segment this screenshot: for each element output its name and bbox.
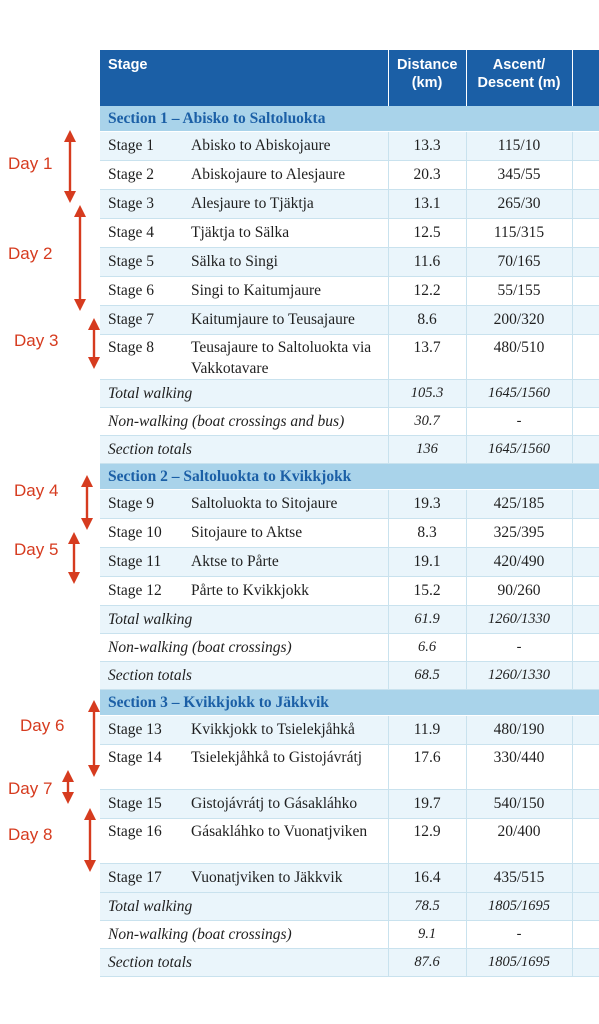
stage-route: Singi to Kaitumjaure [183, 277, 388, 306]
stage-ascent-descent: 265/30 [466, 190, 572, 219]
header-ascent-label: Ascent/ Descent (m) [477, 57, 561, 91]
stage-number: Stage 13 [100, 716, 183, 745]
stage-distance: 11.9 [388, 716, 466, 745]
stage-distance: 11.6 [388, 248, 466, 277]
stage-number: Stage 17 [100, 864, 183, 893]
stage-ascent-descent: 480/190 [466, 716, 572, 745]
stage-number: Stage 6 [100, 277, 183, 306]
stage-distance: 13.7 [388, 335, 466, 380]
summary-label: Non-walking (boat crossings) [100, 921, 388, 949]
stage-distance: 16.4 [388, 864, 466, 893]
stage-ascent-descent: 115/10 [466, 132, 572, 161]
stage-distance: 19.1 [388, 548, 466, 577]
day-label: Day 1 [8, 154, 53, 173]
stage-distance: 12.9 [388, 819, 466, 864]
stage-route: Tsielekjåhkå to Gistojávrátj [183, 745, 388, 790]
summary-ascent-descent: - [466, 408, 572, 436]
section-title: Section 2 – Saltoluokta to Kvikkjokk [100, 464, 599, 490]
stage-route: Teusajaure to Saltoluokta via Vakkotavare [183, 335, 388, 380]
summary-ascent-descent: - [466, 921, 572, 949]
day-label: Day 5 [14, 540, 59, 559]
summary-distance: 87.6 [388, 949, 466, 977]
stage-number: Stage 8 [100, 335, 183, 380]
stage-route: Saltoluokta to Sitojaure [183, 490, 388, 519]
stage-ascent-descent: 435/515 [466, 864, 572, 893]
stage-distance: 8.3 [388, 519, 466, 548]
stage-route: Kvikkjokk to Tsielekjåhkå [183, 716, 388, 745]
day-label: Day 8 [8, 825, 53, 844]
stage-distance: 8.6 [388, 306, 466, 335]
summary-label: Total walking [100, 606, 388, 634]
stage-distance: 17.6 [388, 745, 466, 790]
day-label: Day 7 [8, 779, 53, 798]
header-stage: Stage [100, 50, 388, 106]
stage-ascent-descent: 540/150 [466, 790, 572, 819]
stage-ascent-descent: 330/440 [466, 745, 572, 790]
summary-label: Section totals [100, 436, 388, 464]
stage-distance: 19.3 [388, 490, 466, 519]
stage-route: Alesjaure to Tjäktja [183, 190, 388, 219]
stage-route: Tjäktja to Sälka [183, 219, 388, 248]
stage-route: Sitojaure to Aktse [183, 519, 388, 548]
stage-route: Abisko to Abiskojaure [183, 132, 388, 161]
stage-number: Stage 16 [100, 819, 183, 864]
stage-distance: 19.7 [388, 790, 466, 819]
summary-ascent-descent: 1645/1560 [466, 436, 572, 464]
stage-ascent-descent: 480/510 [466, 335, 572, 380]
summary-distance: 136 [388, 436, 466, 464]
summary-distance: 105.3 [388, 380, 466, 408]
stage-ascent-descent: 420/490 [466, 548, 572, 577]
stage-distance: 12.5 [388, 219, 466, 248]
summary-label: Section totals [100, 949, 388, 977]
stage-route: Pårte to Kvikkjokk [183, 577, 388, 606]
stage-number: Stage 9 [100, 490, 183, 519]
stage-number: Stage 12 [100, 577, 183, 606]
summary-distance: 9.1 [388, 921, 466, 949]
summary-ascent-descent: 1805/1695 [466, 893, 572, 921]
stage-ascent-descent: 70/165 [466, 248, 572, 277]
summary-ascent-descent: - [466, 634, 572, 662]
summary-ascent-descent: 1260/1330 [466, 662, 572, 690]
stage-number: Stage 1 [100, 132, 183, 161]
summary-ascent-descent: 1260/1330 [466, 606, 572, 634]
summary-label: Total walking [100, 893, 388, 921]
stage-number: Stage 14 [100, 745, 183, 790]
stage-ascent-descent: 200/320 [466, 306, 572, 335]
stage-number: Stage 15 [100, 790, 183, 819]
summary-distance: 6.6 [388, 634, 466, 662]
stage-ascent-descent: 345/55 [466, 161, 572, 190]
summary-distance: 30.7 [388, 408, 466, 436]
header-distance-label: Distance (km) [397, 57, 458, 91]
summary-label: Total walking [100, 380, 388, 408]
stage-number: Stage 3 [100, 190, 183, 219]
stage-distance: 12.2 [388, 277, 466, 306]
section-title: Section 1 – Abisko to Saltoluokta [100, 106, 599, 132]
stage-route: Gistojávrátj to Gásakláhko [183, 790, 388, 819]
stage-distance: 13.3 [388, 132, 466, 161]
summary-distance: 78.5 [388, 893, 466, 921]
summary-label: Section totals [100, 662, 388, 690]
summary-label: Non-walking (boat crossings) [100, 634, 388, 662]
day-label: Day 3 [14, 331, 59, 350]
stage-route: Gásakláhko to Vuonatjviken [183, 819, 388, 864]
stage-number: Stage 5 [100, 248, 183, 277]
summary-ascent-descent: 1805/1695 [466, 949, 572, 977]
stage-ascent-descent: 90/260 [466, 577, 572, 606]
stage-number: Stage 11 [100, 548, 183, 577]
stage-distance: 20.3 [388, 161, 466, 190]
stage-number: Stage 10 [100, 519, 183, 548]
summary-distance: 68.5 [388, 662, 466, 690]
stage-number: Stage 7 [100, 306, 183, 335]
day-label: Day 2 [8, 244, 53, 263]
day-label: Day 6 [20, 716, 65, 735]
stage-route: Aktse to Pårte [183, 548, 388, 577]
stage-distance: 15.2 [388, 577, 466, 606]
stage-ascent-descent: 115/315 [466, 219, 572, 248]
stage-ascent-descent: 425/185 [466, 490, 572, 519]
summary-distance: 61.9 [388, 606, 466, 634]
stage-ascent-descent: 20/400 [466, 819, 572, 864]
stage-ascent-descent: 55/155 [466, 277, 572, 306]
stage-number: Stage 2 [100, 161, 183, 190]
stage-ascent-descent: 325/395 [466, 519, 572, 548]
stage-distance: 13.1 [388, 190, 466, 219]
summary-ascent-descent: 1645/1560 [466, 380, 572, 408]
day-label: Day 4 [14, 481, 59, 500]
stage-number: Stage 4 [100, 219, 183, 248]
stage-route: Vuonatjviken to Jäkkvik [183, 864, 388, 893]
summary-label: Non-walking (boat crossings and bus) [100, 408, 388, 436]
stage-route: Abiskojaure to Alesjaure [183, 161, 388, 190]
stage-route: Sälka to Singi [183, 248, 388, 277]
stage-route: Kaitumjaure to Teusajaure [183, 306, 388, 335]
section-title: Section 3 – Kvikkjokk to Jäkkvik [100, 690, 599, 716]
